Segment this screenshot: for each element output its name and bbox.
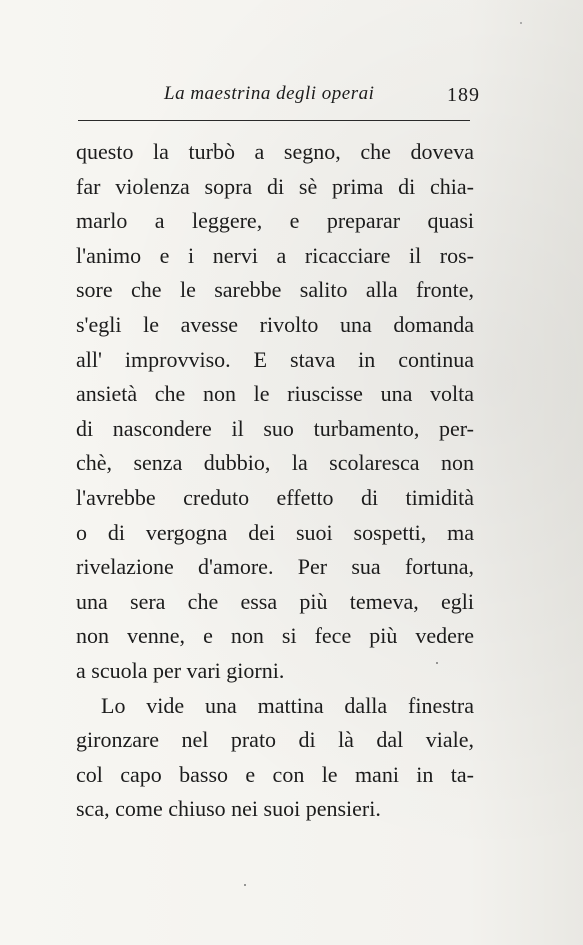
running-head [78, 78, 480, 108]
text-line: col capo basso e con le mani in ta- [76, 761, 474, 787]
paper-speck [436, 662, 438, 664]
text-line: chè, senza dubbio, la scolaresca non [76, 450, 474, 476]
text-line: o di vergogna dei suoi sospetti, ma [76, 519, 474, 545]
text-line: marlo a leggere, e preparar quasi [76, 208, 474, 234]
paper-speck [520, 22, 522, 24]
text-line: non venne, e non si fece più vedere [76, 623, 474, 649]
text-line: Lo vide una mattina dalla finestra [101, 692, 474, 718]
text-line: rivelazione d'amore. Per sua fortuna, [76, 554, 474, 580]
text-line: una sera che essa più temeva, egli [76, 588, 474, 614]
text-line: sca, come chiuso nei suoi pensieri. [76, 796, 381, 822]
page-number: 189 [447, 84, 480, 106]
body-text [76, 135, 474, 827]
text-line: all' improvviso. E stava in continua [76, 346, 474, 372]
text-line: l'avrebbe creduto effetto di timidità [76, 484, 474, 510]
text-line: gironzare nel prato di là dal viale, [76, 727, 474, 753]
running-title: La maestrina degli operai [164, 83, 375, 104]
text-line: a scuola per vari giorni. [76, 657, 285, 683]
text-line: ansietà che non le riuscisse una volta [76, 381, 474, 407]
text-line: far violenza sopra di sè prima di chia- [76, 173, 474, 199]
text-line: questo la turbò a segno, che doveva [76, 139, 474, 164]
text-line: di nascondere il suo turbamento, per- [76, 415, 474, 441]
text-line: sore che le sarebbe salito alla fronte, [76, 277, 474, 303]
text-line: l'animo e i nervi a ricacciare il ros- [76, 242, 474, 268]
text-line: s'egli le avesse rivolto una domanda [76, 311, 474, 337]
paper-speck [244, 884, 246, 886]
header-rule [78, 120, 470, 121]
